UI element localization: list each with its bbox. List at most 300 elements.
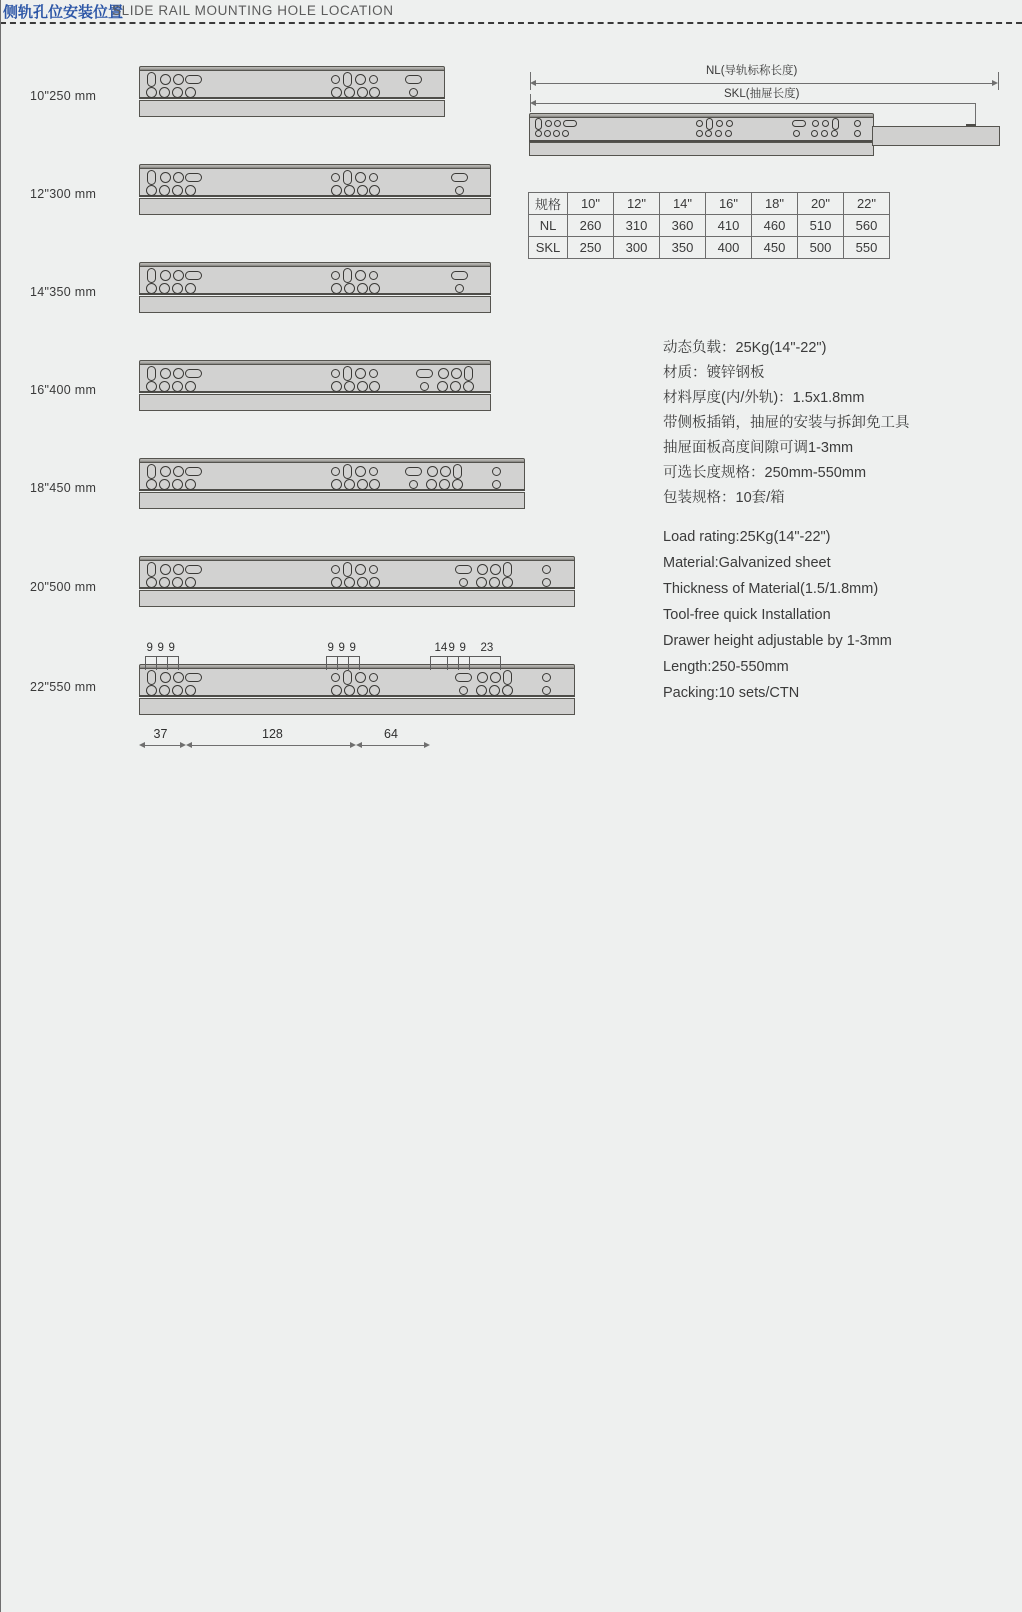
assembly-mounting-hole [793, 130, 800, 137]
assembly-mounting-hole [792, 120, 806, 127]
page-title-english: SLIDE RAIL MOUNTING HOLE LOCATION [112, 3, 394, 18]
assembly-mounting-hole [554, 120, 561, 127]
mounting-hole [146, 283, 157, 294]
mounting-hole [369, 479, 380, 490]
pitch-extension-line [156, 656, 157, 670]
mounting-hole [502, 685, 513, 696]
rail-lower-body [139, 590, 575, 607]
alignment-guide-line [0, 0, 1, 690]
pitch-value: 9 [459, 642, 466, 654]
mounting-hole [369, 685, 380, 696]
mounting-hole [355, 270, 366, 281]
rail-profile-14in [139, 262, 491, 314]
pitch-dimension-line [430, 656, 447, 657]
mounting-hole [542, 565, 551, 574]
mounting-hole [440, 466, 451, 477]
mounting-hole [185, 173, 202, 182]
pitch-dimension-line [337, 656, 348, 657]
mounting-hole [185, 479, 196, 490]
mounting-hole [452, 479, 463, 490]
spec-table-cell: 560 [844, 215, 890, 237]
pitch-extension-line [447, 656, 448, 670]
rail-size-label-2: 14"350 mm [30, 285, 97, 299]
pitch-value: 9 [157, 642, 164, 654]
skl-dimension-label: SKL(抽屉长度) [724, 88, 800, 100]
mounting-hole [185, 467, 202, 476]
rail-edge-line [139, 489, 525, 491]
mounting-hole [490, 564, 501, 575]
baseline-arrow-right-2 [424, 742, 430, 748]
mounting-hole [477, 672, 488, 683]
assembly-mounting-hole [545, 120, 552, 127]
spec-line-cn-1: 材质：镀锌钢板 [663, 365, 765, 381]
mounting-hole [357, 577, 368, 588]
mounting-hole [343, 268, 352, 283]
spec-table-cell: 20" [798, 193, 844, 215]
spec-table-row-header: NL [529, 215, 568, 237]
mounting-hole [439, 479, 450, 490]
mounting-hole [147, 464, 156, 479]
mounting-hole [172, 479, 183, 490]
mounting-hole [369, 283, 380, 294]
mounting-hole [344, 577, 355, 588]
spec-table-row [529, 193, 890, 215]
mounting-hole [331, 283, 342, 294]
mounting-hole [331, 381, 342, 392]
mounting-hole [489, 577, 500, 588]
mounting-hole [147, 72, 156, 87]
pitch-value: 9 [338, 642, 345, 654]
rail-size-label-5: 20"500 mm [30, 580, 97, 594]
assembly-mounting-hole [716, 120, 723, 127]
mounting-hole [343, 562, 352, 577]
assembly-mounting-hole [562, 130, 569, 137]
mounting-hole [437, 381, 448, 392]
mounting-hole [185, 271, 202, 280]
mounting-hole [344, 479, 355, 490]
spec-line-en-4: Drawer height adjustable by 1-3mm [663, 633, 892, 649]
assembly-mounting-hole [535, 118, 542, 130]
mounting-hole [455, 186, 464, 195]
mounting-hole [172, 185, 183, 196]
mounting-hole [344, 87, 355, 98]
mounting-hole [159, 381, 170, 392]
mounting-hole [331, 185, 342, 196]
mounting-hole [459, 578, 468, 587]
pitch-extension-line [337, 656, 338, 670]
rail-profile-10in [139, 66, 445, 118]
mounting-hole [357, 185, 368, 196]
mounting-hole [369, 577, 380, 588]
rail-lower-body [139, 492, 525, 509]
assembly-mounting-hole [696, 130, 703, 137]
spec-table-cell: 310 [614, 215, 660, 237]
mounting-hole [453, 464, 462, 479]
mounting-hole [159, 283, 170, 294]
mounting-hole [357, 283, 368, 294]
baseline-arrow-left-2 [356, 742, 362, 748]
specs-english-block [663, 524, 1013, 706]
mounting-hole [160, 270, 171, 281]
rail-size-label-0: 10"250 mm [30, 89, 97, 103]
mounting-hole [146, 685, 157, 696]
spec-table-cell: 510 [798, 215, 844, 237]
mounting-hole [172, 577, 183, 588]
mounting-hole [542, 578, 551, 587]
assembly-rail-lower-body [529, 142, 874, 156]
mounting-hole [343, 366, 352, 381]
mounting-hole [409, 480, 418, 489]
mounting-hole [185, 565, 202, 574]
spec-line-cn-5: 可选长度规格：250mm-550mm [663, 465, 867, 481]
assembly-mounting-hole [822, 120, 829, 127]
mounting-hole [369, 271, 378, 280]
mounting-hole [451, 173, 468, 182]
assembly-mounting-hole [811, 130, 818, 137]
page-title-chinese: 侧轨孔位安装位置 [3, 4, 124, 21]
mounting-hole [369, 565, 378, 574]
pitch-dimension-line [326, 656, 337, 657]
assembly-mounting-hole [832, 118, 839, 130]
mounting-hole [355, 564, 366, 575]
spec-line-cn-2: 材料厚度(内/外轨)：1.5x1.8mm [663, 390, 865, 406]
spec-line-en-5: Length:250-550mm [663, 659, 789, 675]
mounting-hole [160, 564, 171, 575]
mounting-hole [185, 673, 202, 682]
mounting-hole [159, 577, 170, 588]
mounting-hole [331, 369, 340, 378]
mounting-hole [355, 368, 366, 379]
spec-line-en-3: Tool-free quick Installation [663, 607, 831, 623]
pitch-value: 14 [434, 642, 448, 654]
pitch-extension-line [326, 656, 327, 670]
spec-table-cell: 300 [614, 237, 660, 259]
mounting-hole [185, 381, 196, 392]
baseline-dimension-line-2 [361, 745, 425, 746]
rail-size-label-3: 16"400 mm [30, 383, 97, 397]
mounting-hole [477, 564, 488, 575]
mounting-hole [409, 88, 418, 97]
mounting-hole [416, 369, 433, 378]
mounting-hole [355, 466, 366, 477]
rail-size-label-6: 22"550 mm [30, 680, 97, 694]
mounting-hole [172, 283, 183, 294]
baseline-dimension-value-0: 37 [153, 727, 168, 741]
rail-profile-20in [139, 556, 575, 608]
spec-table-cell: 400 [706, 237, 752, 259]
pitch-extension-line [469, 656, 470, 670]
assembly-extension-member [872, 126, 1000, 146]
mounting-hole [147, 670, 156, 685]
pitch-extension-line [348, 656, 349, 670]
assembly-mounting-hole [715, 130, 722, 137]
mounting-hole [159, 185, 170, 196]
mounting-hole [503, 562, 512, 577]
pitch-dimension-line [145, 656, 156, 657]
mounting-hole [185, 369, 202, 378]
pitch-value: 9 [448, 642, 455, 654]
mounting-hole [502, 577, 513, 588]
spec-table-cell: 460 [752, 215, 798, 237]
mounting-hole [542, 686, 551, 695]
assembly-mounting-hole [812, 120, 819, 127]
mounting-hole [355, 74, 366, 85]
baseline-arrow-left-1 [186, 742, 192, 748]
spec-table-cell: 250 [568, 237, 614, 259]
rail-lower-body [139, 394, 491, 411]
pitch-dimension-line [167, 656, 178, 657]
assembly-mounting-hole [726, 120, 733, 127]
mounting-hole [147, 366, 156, 381]
mounting-hole [369, 173, 378, 182]
mounting-hole [331, 75, 340, 84]
mounting-hole [159, 685, 170, 696]
skl-dimension-line [536, 103, 975, 104]
spec-table-cell: 260 [568, 215, 614, 237]
spec-line-en-0: Load rating:25Kg(14"-22") [663, 529, 831, 545]
pitch-dimension-line [156, 656, 167, 657]
mounting-hole [147, 170, 156, 185]
mounting-hole [405, 467, 422, 476]
baseline-dimension-value-1: 128 [262, 727, 283, 741]
spec-table-cell: 14" [660, 193, 706, 215]
rail-lower-body [139, 198, 491, 215]
rail-profile-18in [139, 458, 525, 510]
mounting-hole [160, 466, 171, 477]
mounting-hole [343, 72, 352, 87]
spec-table-cell: 22" [844, 193, 890, 215]
mounting-hole [173, 564, 184, 575]
pitch-extension-line [430, 656, 431, 670]
spec-line-cn-3: 带侧板插销，抽屉的安装与拆卸免工具 [663, 415, 910, 431]
spec-line-en-1: Material:Galvanized sheet [663, 555, 831, 571]
mounting-hole [463, 381, 474, 392]
mounting-hole [369, 673, 378, 682]
spec-table-cell: 10" [568, 193, 614, 215]
mounting-hole [172, 381, 183, 392]
mounting-hole [451, 368, 462, 379]
mounting-hole [420, 382, 429, 391]
assembly-mounting-hole [696, 120, 703, 127]
rail-lower-body [139, 100, 445, 117]
assembly-mounting-hole [831, 130, 838, 137]
mounting-hole [185, 87, 196, 98]
mounting-hole [146, 87, 157, 98]
mounting-hole [160, 74, 171, 85]
mounting-hole [146, 381, 157, 392]
mounting-hole [173, 672, 184, 683]
mounting-hole [331, 87, 342, 98]
nl-dimension-line [536, 83, 992, 84]
specs-chinese-block [663, 336, 1013, 511]
assembly-rail-profile [529, 113, 874, 159]
rail-profile-16in [139, 360, 491, 412]
assembly-mounting-hole [705, 130, 712, 137]
assembly-mounting-hole [821, 130, 828, 137]
mounting-hole [331, 565, 340, 574]
mounting-hole [476, 685, 487, 696]
spec-table-cell: 350 [660, 237, 706, 259]
spec-table-cell: 18" [752, 193, 798, 215]
specification-table [528, 192, 890, 259]
pitch-extension-line [359, 656, 360, 670]
rail-profile-22in [139, 664, 575, 716]
pitch-value: 9 [146, 642, 153, 654]
mounting-hole [344, 685, 355, 696]
mounting-hole [455, 565, 472, 574]
mounting-hole [405, 75, 422, 84]
mounting-hole [331, 173, 340, 182]
assembly-mounting-hole [854, 130, 861, 137]
rail-size-label-1: 12"300 mm [30, 187, 97, 201]
mounting-hole [369, 369, 378, 378]
mounting-hole [159, 87, 170, 98]
pitch-extension-line [167, 656, 168, 670]
mounting-hole [185, 185, 196, 196]
mounting-hole [146, 479, 157, 490]
rail-lower-body [139, 698, 575, 715]
mounting-hole [492, 480, 501, 489]
spec-table-cell: 550 [844, 237, 890, 259]
spec-line-cn-4: 抽屉面板高度间隙可调1-3mm [663, 440, 854, 456]
spec-table-cell: 500 [798, 237, 844, 259]
mounting-hole [369, 185, 380, 196]
mounting-hole [146, 577, 157, 588]
pitch-value: 9 [168, 642, 175, 654]
mounting-hole [146, 185, 157, 196]
mounting-hole [438, 368, 449, 379]
mounting-hole [503, 670, 512, 685]
mounting-hole [159, 479, 170, 490]
pitch-dimension-line [458, 656, 469, 657]
spec-table-row-header: 规格 [529, 193, 568, 215]
mounting-hole [489, 685, 500, 696]
pitch-extension-line [458, 656, 459, 670]
pitch-extension-line [145, 656, 146, 670]
rail-profile-12in [139, 164, 491, 216]
assembly-mounting-hole [535, 130, 542, 137]
mounting-hole [492, 467, 501, 476]
mounting-hole [343, 170, 352, 185]
mounting-hole [344, 283, 355, 294]
baseline-arrow-left-0 [139, 742, 145, 748]
mounting-hole [173, 172, 184, 183]
spec-table-row-header: SKL [529, 237, 568, 259]
mounting-hole [451, 271, 468, 280]
pitch-dimension-line [348, 656, 359, 657]
rail-edge-line [139, 97, 445, 99]
mounting-hole [331, 577, 342, 588]
mounting-hole [369, 87, 380, 98]
mounting-hole [542, 673, 551, 682]
nl-extension-left [530, 72, 531, 90]
skl-extension-left [530, 94, 531, 112]
spec-table-cell: 16" [706, 193, 752, 215]
mounting-hole [331, 479, 342, 490]
mounting-hole [147, 562, 156, 577]
mounting-hole [160, 368, 171, 379]
spec-table-cell: 410 [706, 215, 752, 237]
spec-line-en-2: Thickness of Material(1.5/1.8mm) [663, 581, 879, 597]
mounting-hole [344, 185, 355, 196]
mounting-hole [185, 283, 196, 294]
mounting-hole [173, 466, 184, 477]
spec-table-cell: 360 [660, 215, 706, 237]
spec-line-cn-6: 包装规格：10套/箱 [663, 490, 785, 506]
mounting-hole [185, 75, 202, 84]
spec-table-row [529, 215, 890, 237]
assembly-mounting-hole [706, 118, 713, 130]
mounting-hole [343, 464, 352, 479]
mounting-hole [476, 577, 487, 588]
mounting-hole [357, 381, 368, 392]
assembly-mounting-hole [544, 130, 551, 137]
nl-dimension-label: NL(导轨标称长度) [706, 65, 798, 77]
alignment-guide-line [0, 690, 1, 1369]
mounting-hole [344, 381, 355, 392]
mounting-hole [357, 87, 368, 98]
mounting-hole [331, 271, 340, 280]
mounting-hole [357, 479, 368, 490]
nl-extension-right [998, 72, 999, 90]
rail-size-label-4: 18"450 mm [30, 481, 97, 495]
rail-lower-body [139, 296, 491, 313]
mounting-hole [355, 672, 366, 683]
baseline-dimension-line-0 [144, 745, 181, 746]
assembly-mounting-hole [563, 120, 577, 127]
mounting-hole [459, 686, 468, 695]
assembly-mounting-hole [553, 130, 560, 137]
mounting-hole [331, 467, 340, 476]
pitch-value: 23 [480, 642, 494, 654]
mounting-hole [490, 672, 501, 683]
spec-table-row [529, 237, 890, 259]
mounting-hole [331, 673, 340, 682]
mounting-hole [455, 284, 464, 293]
mounting-hole [331, 685, 342, 696]
pitch-dimension-line [469, 656, 500, 657]
mounting-hole [185, 577, 196, 588]
mounting-hole [369, 75, 378, 84]
pitch-extension-line [178, 656, 179, 670]
baseline-dimension-line-1 [191, 745, 351, 746]
alignment-guide-line [0, 1369, 1, 1612]
spec-line-cn-0: 动态负载：25Kg(14"-22") [663, 340, 827, 356]
mounting-hole [427, 466, 438, 477]
spec-line-en-6: Packing:10 sets/CTN [663, 685, 800, 701]
mounting-hole [173, 270, 184, 281]
mounting-hole [172, 87, 183, 98]
spec-table-cell: 450 [752, 237, 798, 259]
assembly-mounting-hole [725, 130, 732, 137]
mounting-hole [455, 673, 472, 682]
mounting-hole [160, 172, 171, 183]
pitch-extension-line [500, 656, 501, 670]
mounting-hole [355, 172, 366, 183]
mounting-hole [450, 381, 461, 392]
mounting-hole [160, 672, 171, 683]
mounting-hole [357, 685, 368, 696]
mounting-hole [426, 479, 437, 490]
mounting-hole [185, 685, 196, 696]
mounting-hole [172, 685, 183, 696]
spec-table-cell: 12" [614, 193, 660, 215]
mounting-hole [369, 467, 378, 476]
pitch-value: 9 [327, 642, 334, 654]
mounting-hole [369, 381, 380, 392]
mounting-hole [173, 368, 184, 379]
assembly-mounting-hole [854, 120, 861, 127]
